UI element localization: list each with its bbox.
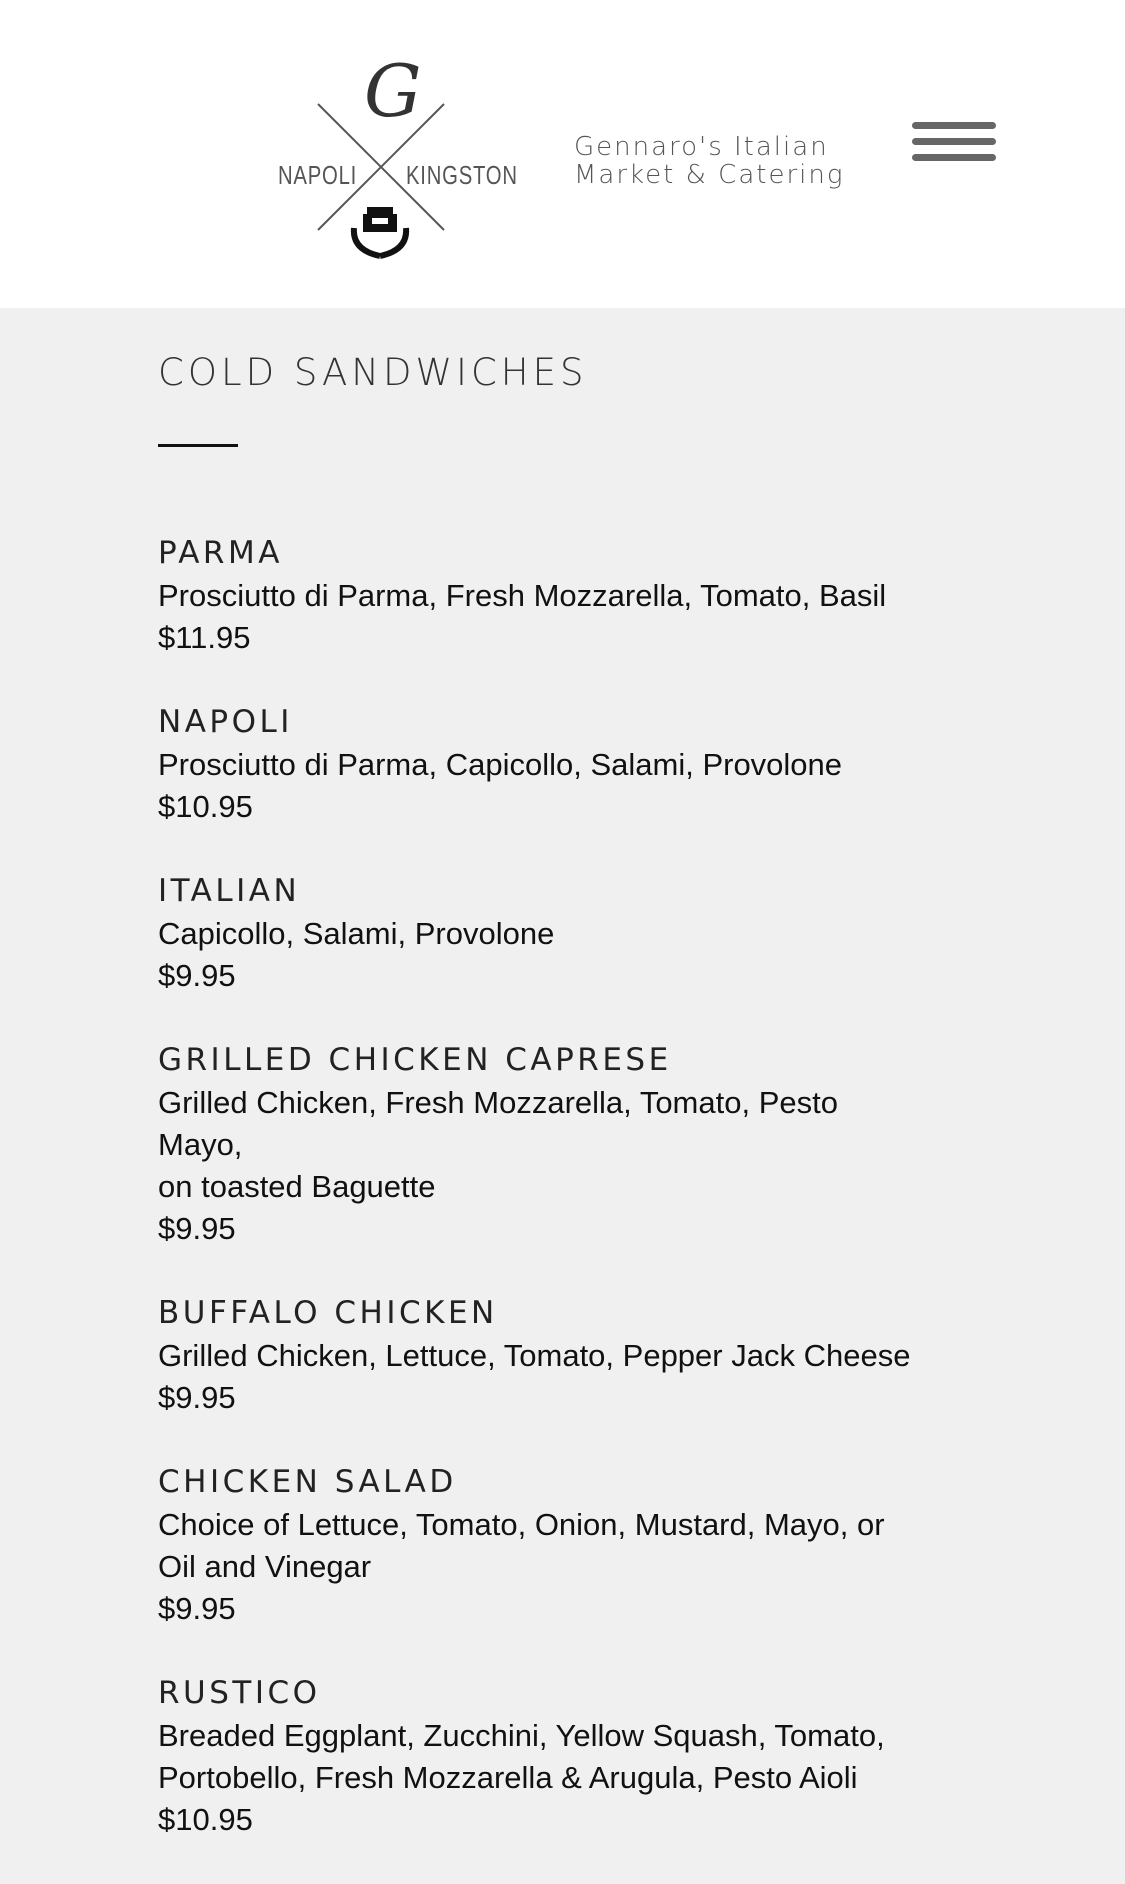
site-logo[interactable] bbox=[272, 60, 522, 270]
menu-item-description: Oil and Vinegar bbox=[158, 1549, 372, 1584]
logo-text-napoli: NAPOLI bbox=[278, 160, 358, 190]
menu-item-name: GRILLED CHICKEN CAPRESE bbox=[158, 1042, 672, 1078]
menu-item-name: RUSTICO bbox=[158, 1675, 321, 1711]
brand-name[interactable] bbox=[574, 133, 844, 189]
section-title: COLD SANDWICHES bbox=[158, 351, 588, 394]
menu-item-description: Prosciutto di Parma, Fresh Mozzarella, Tomato, Basil bbox=[158, 578, 887, 613]
menu-item-price: $11.95 bbox=[158, 620, 251, 655]
menu-item bbox=[158, 1673, 978, 1841]
menu-item-description: Capicollo, Salami, Provolone bbox=[158, 916, 555, 951]
menu-item bbox=[158, 1293, 978, 1419]
menu-item-description: Grilled Chicken, Fresh Mozzarella, Tomato, Pesto bbox=[158, 1085, 838, 1120]
menu-item bbox=[158, 1040, 978, 1250]
menu-item bbox=[158, 871, 978, 997]
menu-item-price: $9.95 bbox=[158, 1591, 236, 1626]
logo-monogram: G bbox=[364, 60, 422, 133]
menu-item-description: Choice of Lettuce, Tomato, Onion, Mustard, Mayo, or bbox=[158, 1507, 885, 1542]
brand-name-line-2: Market & Catering bbox=[574, 160, 845, 190]
menu-items-list bbox=[158, 533, 978, 1841]
brand-name-line-1: Gennaro's Italian bbox=[574, 132, 829, 162]
menu-item-description: Breaded Eggplant, Zucchini, Yellow Squash, Tomato, bbox=[158, 1718, 885, 1753]
menu-item-name: PARMA bbox=[158, 535, 283, 571]
menu-bar bbox=[912, 138, 996, 145]
menu-item bbox=[158, 702, 978, 828]
hamburger-menu-icon[interactable] bbox=[908, 118, 996, 178]
site-header bbox=[0, 0, 1125, 308]
menu-item-name: NAPOLI bbox=[158, 704, 293, 740]
menu-item-price: $9.95 bbox=[158, 1211, 236, 1246]
menu-item-price: $10.95 bbox=[158, 789, 253, 824]
menu-item-price: $10.95 bbox=[158, 1802, 253, 1837]
menu-content bbox=[158, 308, 978, 1884]
menu-item bbox=[158, 1462, 978, 1630]
menu-bar bbox=[912, 122, 996, 129]
menu-bar bbox=[912, 154, 996, 161]
menu-item-name: BUFFALO CHICKEN bbox=[158, 1295, 498, 1331]
menu-item-description: Mayo, bbox=[158, 1127, 243, 1162]
menu-item-price: $9.95 bbox=[158, 1380, 236, 1415]
menu-item-name: CHICKEN SALAD bbox=[158, 1464, 457, 1500]
menu-item-description: Prosciutto di Parma, Capicollo, Salami, Provolone bbox=[158, 747, 843, 782]
menu-item-description: Grilled Chicken, Lettuce, Tomato, Pepper Jack Cheese bbox=[158, 1338, 911, 1373]
menu-item-price: $9.95 bbox=[158, 958, 236, 993]
menu-item-description: on toasted Baguette bbox=[158, 1169, 436, 1204]
menu-item-name: ITALIAN bbox=[158, 873, 301, 909]
menu-item bbox=[158, 533, 978, 659]
section-divider bbox=[158, 444, 238, 447]
logo-text-kingston: KINGSTON bbox=[406, 160, 518, 190]
menu-item-description: Portobello, Fresh Mozzarella & Arugula, Pesto Aioli bbox=[158, 1760, 858, 1795]
